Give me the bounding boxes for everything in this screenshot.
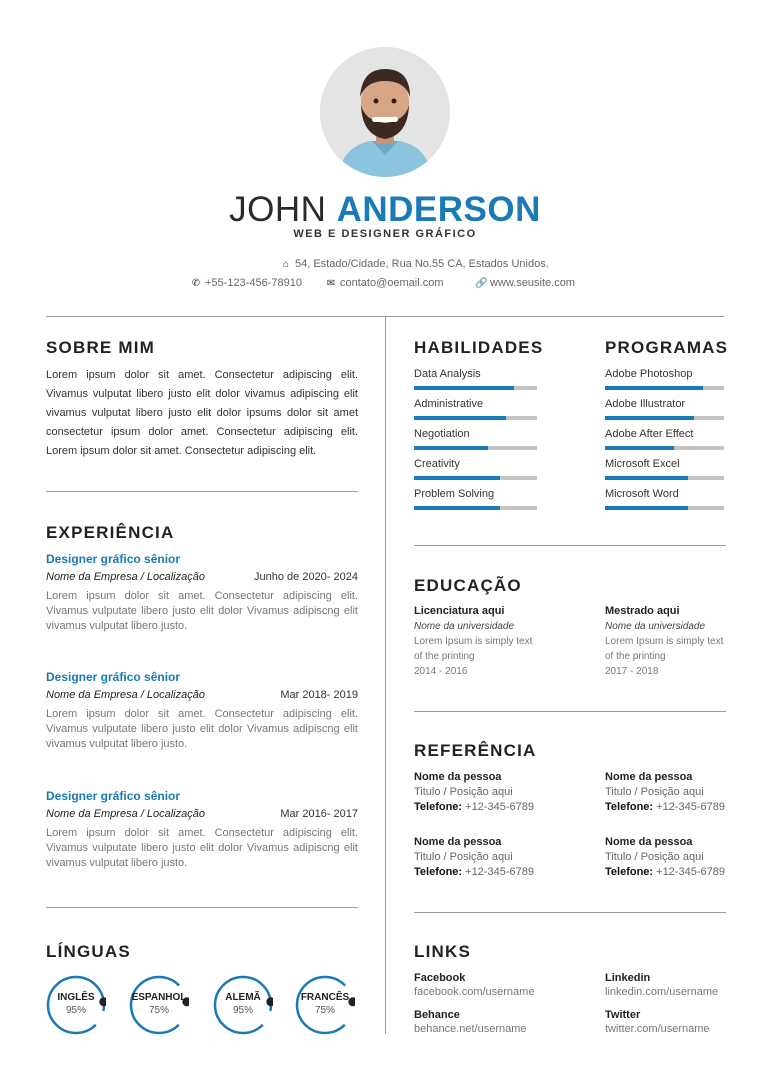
language-gauge (46, 975, 106, 1035)
skill-bar-fill (414, 446, 488, 450)
reference-name: Nome da pessoa (414, 836, 502, 848)
language-name: INGLÊS (57, 992, 95, 1003)
education-line: of the printing (414, 651, 475, 662)
reference-position: Titulo / Posição aqui (605, 851, 704, 863)
skill-bar-fill (414, 386, 514, 390)
reference-phone: +12-345-6789 (656, 801, 725, 813)
education-item (414, 604, 564, 679)
language-gauge (213, 975, 273, 1035)
email-icon: ✉ (326, 278, 336, 289)
skill-bar-fill (414, 506, 500, 510)
link-url[interactable]: behance.net/username (414, 1023, 527, 1035)
education-line: of the printing (605, 651, 666, 662)
avatar-icon (320, 47, 450, 177)
program-bar-fill (605, 386, 703, 390)
home-icon: ⌂ (282, 259, 290, 270)
skill-item (414, 428, 537, 450)
program-bar (605, 506, 724, 510)
link-name: Linkedin (605, 972, 651, 984)
last-name: ANDERSON (336, 190, 541, 229)
link-item[interactable] (605, 1008, 755, 1036)
language-gauge (295, 975, 355, 1035)
skills-divider (414, 545, 726, 546)
link-item[interactable] (605, 971, 755, 999)
experience-company: Nome da Empresa / Localização (46, 808, 205, 820)
reference-position: Titulo / Posição aqui (414, 851, 513, 863)
experience-item (46, 670, 358, 752)
education-item (605, 604, 755, 679)
address-text: 54, Estado/Cidade, Rua No.55 CA, Estados Unidos. (295, 258, 549, 270)
education-divider (414, 711, 726, 712)
skill-bar (414, 386, 537, 390)
program-item (605, 398, 724, 420)
reference-phone: +12-345-6789 (465, 866, 534, 878)
reference-name: Nome da pessoa (605, 836, 693, 848)
experience-role: Designer gráfico sênior (46, 670, 181, 684)
reference-divider (414, 912, 726, 913)
language-name: ESPANHOL (131, 992, 187, 1003)
website-text[interactable]: www.seusite.com (490, 277, 575, 289)
language-percent: 95% (65, 1005, 86, 1016)
phone (190, 277, 302, 289)
link-item[interactable] (414, 1008, 564, 1036)
reference-item (414, 835, 564, 880)
program-item (605, 368, 724, 390)
program-item (605, 428, 724, 450)
language-percent: 75% (148, 1005, 169, 1016)
program-item (605, 488, 724, 510)
programs-title: PROGRAMAS (605, 338, 729, 357)
reference-phone-label: Telefone: (605, 866, 654, 878)
reference-phone: +12-345-6789 (465, 801, 534, 813)
job-title: WEB E DESIGNER GRÁFICO (293, 228, 477, 240)
education-line: Lorem Ipsum is simply text (414, 636, 533, 647)
skill-bar-fill (414, 476, 500, 480)
experience-description: Lorem ipsum dolor sit amet. Consectetur adipiscing elit. Vivamus vulputate libero justo elit dolor Vivamus adipiscng elit vivamus vulputat libero justo. (46, 708, 358, 750)
reference-position: Titulo / Posição aqui (414, 786, 513, 798)
reference-item (605, 835, 755, 880)
reference-position: Titulo / Posição aqui (605, 786, 704, 798)
experience-description: Lorem ipsum dolor sit amet. Consectetur adipiscing elit. Vivamus vulputate libero justo elit dolor Vivamus adipiscng elit vivamus vulputat libero justo. (46, 590, 358, 632)
language-name: ALEMÃ (225, 992, 261, 1003)
reference-name: Nome da pessoa (605, 771, 693, 783)
experience-date: Mar 2018- 2019 (280, 689, 358, 701)
email[interactable] (325, 277, 444, 289)
about-text: Lorem ipsum dolor sit amet. Consectetur adipiscing elit. Vivamus vulputat libero justo elit dolor vivamus adipiscing elit vivamus vulputat libero justo elit dolor ipsums dolor sit amet consectetur ipsum dolor amet. Consectetur adipiscing elit. Lorem ipsum dolor sit amet. Consectetur adipiscing elit. (46, 369, 358, 457)
reference-phone-label: Telefone: (605, 801, 654, 813)
language-gauge (129, 975, 189, 1035)
skill-item (414, 398, 537, 420)
reference-item (414, 770, 564, 815)
skill-bar (414, 506, 537, 510)
experience-company: Nome da Empresa / Localização (46, 689, 205, 701)
education-school: Nome da universidade (414, 621, 515, 632)
reference-title: REFERÊNCIA (414, 741, 537, 760)
program-label: Microsoft Word (605, 488, 679, 500)
address (280, 258, 549, 270)
about-title: SOBRE MIM (46, 338, 156, 357)
program-bar-fill (605, 506, 688, 510)
skill-bar (414, 416, 537, 420)
program-bar-fill (605, 476, 688, 480)
link-url[interactable]: linkedin.com/username (605, 986, 719, 998)
links-title: LINKS (414, 942, 471, 961)
education-years: 2017 - 2018 (605, 666, 659, 677)
link-item[interactable] (414, 971, 564, 999)
program-label: Microsoft Excel (605, 458, 680, 470)
skill-label: Problem Solving (414, 488, 495, 500)
reference-item (605, 770, 755, 815)
skill-bar (414, 446, 537, 450)
skill-label: Data Analysis (414, 368, 481, 380)
reference-phone-label: Telefone: (414, 866, 463, 878)
program-bar-fill (605, 446, 674, 450)
experience-item (46, 552, 358, 634)
program-bar (605, 476, 724, 480)
link-name: Twitter (605, 1009, 641, 1021)
experience-company: Nome da Empresa / Localização (46, 571, 205, 583)
program-label: Adobe Photoshop (605, 368, 693, 380)
skill-label: Creativity (414, 458, 460, 470)
education-school: Nome da universidade (605, 621, 706, 632)
skill-bar-fill (414, 416, 506, 420)
program-bar (605, 416, 724, 420)
program-bar-fill (605, 416, 694, 420)
skill-item (414, 368, 537, 390)
experience-date: Mar 2016- 2017 (280, 808, 358, 820)
skills-title: HABILIDADES (414, 338, 544, 357)
language-percent: 95% (232, 1005, 253, 1016)
experience-title: EXPERIÊNCIA (46, 523, 175, 542)
phone-icon: ✆ (191, 278, 201, 289)
profile-photo (320, 47, 450, 177)
reference-name: Nome da pessoa (414, 771, 502, 783)
experience-role: Designer gráfico sênior (46, 789, 181, 803)
first-name: JOHN (229, 190, 327, 229)
link-url[interactable]: facebook.com/username (414, 986, 535, 998)
program-item (605, 458, 724, 480)
about-divider (46, 491, 358, 492)
language-name: FRANCÊS (300, 992, 350, 1003)
phone-text: +55-123-456-78910 (205, 277, 302, 289)
full-name (0, 190, 770, 230)
education-title: EDUCAÇÃO (414, 576, 522, 595)
education-degree: Mestrado aqui (605, 605, 680, 617)
program-bar (605, 386, 724, 390)
experience-divider (46, 907, 358, 908)
experience-role: Designer gráfico sênior (46, 552, 181, 566)
email-text[interactable]: contato@oemail.com (340, 277, 444, 289)
column-divider (385, 316, 386, 1034)
link-icon: 🔗 (475, 278, 488, 289)
website[interactable] (475, 277, 575, 289)
reference-phone: +12-345-6789 (656, 866, 725, 878)
skill-item (414, 488, 537, 510)
program-bar (605, 446, 724, 450)
experience-item (46, 789, 358, 871)
skill-bar (414, 476, 537, 480)
skill-item (414, 458, 537, 480)
skill-label: Negotiation (414, 428, 470, 440)
experience-description: Lorem ipsum dolor sit amet. Consectetur adipiscing elit. Vivamus vulputate libero justo elit dolor Vivamus adipiscng elit vivamus vulputat libero justo. (46, 827, 358, 869)
link-url[interactable]: twitter.com/username (605, 1023, 710, 1035)
experience-date: Junho de 2020- 2024 (254, 571, 358, 583)
link-name: Behance (414, 1009, 460, 1021)
program-label: Adobe Illustrator (605, 398, 686, 410)
program-label: Adobe After Effect (605, 428, 694, 440)
skill-label: Administrative (414, 398, 484, 410)
reference-phone-label: Telefone: (414, 801, 463, 813)
education-degree: Licenciatura aqui (414, 605, 505, 617)
link-name: Facebook (414, 972, 466, 984)
language-percent: 75% (314, 1005, 335, 1016)
education-line: Lorem Ipsum is simply text (605, 636, 724, 647)
education-years: 2014 - 2016 (414, 666, 468, 677)
languages-title: LÍNGUAS (46, 942, 131, 961)
